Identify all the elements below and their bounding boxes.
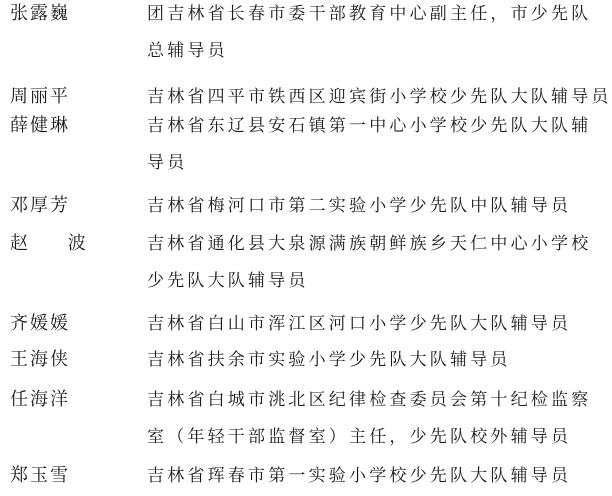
person-description <box>147 2 603 63</box>
description-line: 室（年轻干部监督室）主任，少先队校外辅导员 <box>147 427 572 447</box>
person-name: 周丽平 <box>10 86 70 107</box>
description-line: 吉林省东辽县安石镇第一中心小学校少先队大队辅 <box>147 116 592 136</box>
person-description <box>147 85 612 109</box>
description-line: 团吉林省长春市委干部教育中心副主任，市少先队 <box>147 4 592 24</box>
description-line: 吉林省珲春市第一实验小学校少先队大队辅导员 <box>147 466 572 486</box>
person-description <box>147 464 603 488</box>
person-description <box>147 232 603 293</box>
description-line: 导员 <box>147 153 188 173</box>
description-line: 吉林省白城市洮北区纪律检查委员会第十纪检监察 <box>147 390 592 410</box>
person-description <box>147 114 603 175</box>
description-line: 吉林省梅河口市第二实验小学少先队中队辅导员 <box>147 196 572 216</box>
description-line: 吉林省白山市浑江区河口小学少先队大队辅导员 <box>147 314 572 334</box>
description-line: 吉林省扶余市实验小学少先队大队辅导员 <box>147 350 511 370</box>
person-description <box>147 312 603 336</box>
description-line: 吉林省通化县大泉源满族朝鲜族乡天仁中心小学校 <box>147 234 592 254</box>
description-line: 吉林省四平市铁西区迎宾街小学校少先队大队辅导员 <box>147 87 612 107</box>
person-name: 任海洋 <box>10 389 70 410</box>
person-name: 邓厚芳 <box>10 195 70 216</box>
person-description <box>147 348 603 372</box>
person-name: 薛健琳 <box>10 115 70 136</box>
description-line: 少先队大队辅导员 <box>147 271 309 291</box>
person-description <box>147 194 603 218</box>
person-name: 张露巍 <box>10 3 70 24</box>
person-description <box>147 388 603 449</box>
person-name: 郑玉雪 <box>10 465 70 486</box>
person-name: 齐媛媛 <box>10 313 70 334</box>
person-name: 王海侠 <box>10 349 70 370</box>
person-name: 赵 波 <box>10 233 103 254</box>
description-line: 总辅导员 <box>147 41 228 61</box>
